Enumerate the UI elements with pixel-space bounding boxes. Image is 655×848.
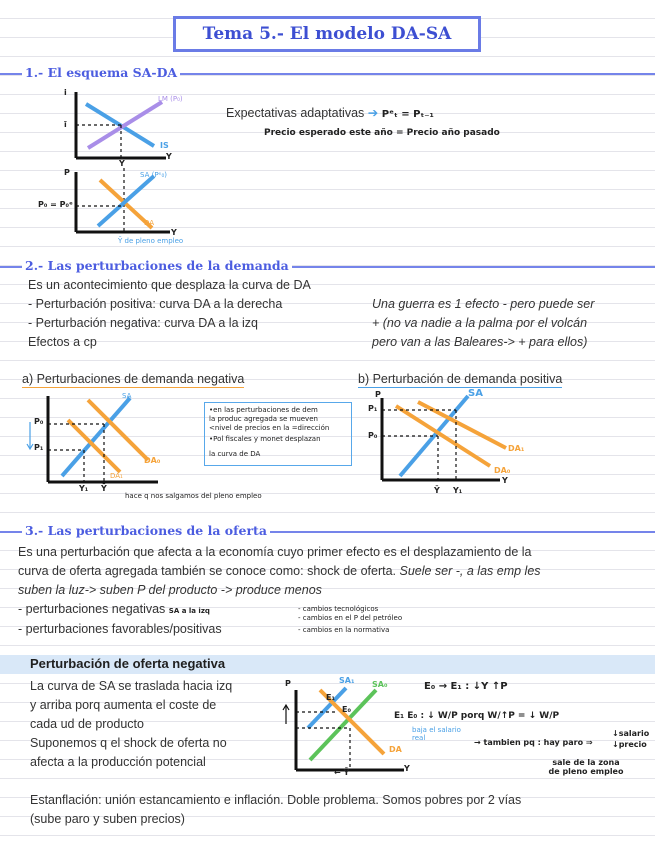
pleno-empleo-label: Ȳ de pleno empleo: [118, 237, 184, 245]
sa-label: SA (Pᵉ₀): [140, 171, 167, 179]
graph-b-ybar: Ȳ: [434, 486, 440, 495]
e1-label: E₁: [326, 693, 335, 702]
lm-label: LM (P₀): [158, 95, 183, 103]
graph-b-sa: SA: [468, 388, 483, 399]
precio-esperado-note: Precio esperado este año = Precio año pasado: [264, 128, 500, 138]
section-3-para-3: suben la luz-> suben P del producto -> produce menos: [18, 583, 322, 597]
wage-note: E₁ E₀ : ↓ W/P porq W/↑P = ↓ W/P: [394, 711, 560, 721]
da-label: DA: [389, 745, 402, 754]
subheading-b: b) Perturbación de demanda positiva: [358, 372, 563, 386]
sale-zona-note: sale de la zona de pleno empleo: [548, 758, 624, 776]
demand-note-box: [204, 402, 352, 466]
section-3-neg: - perturbaciones negativas SA a la izq: [18, 602, 210, 616]
graph-a-caption: hace q nos salgamos del pleno empleo: [125, 492, 262, 500]
section-3-pos: - perturbaciones favorables/positivas: [18, 622, 222, 636]
e0-label: E₀: [342, 705, 351, 714]
note-line-3: <nivel de precios en la =dirección: [209, 424, 330, 432]
graph-b-da0: DA₀: [494, 466, 511, 475]
lm-curve: [88, 102, 162, 148]
subheading-a: a) Perturbaciones de demanda negativa: [22, 372, 245, 386]
section-3-heading: 3.- Las perturbaciones de la oferta: [0, 524, 655, 540]
p0-label: P₀ = P₀ᵉ: [38, 200, 73, 209]
e0-e1-note: E₀ → E₁ : ↓Y ↑P: [424, 681, 508, 692]
graph-b-p0: P₀: [368, 431, 378, 440]
graph-a-da0: DA₀: [144, 456, 161, 465]
sa-da-x-label: Y: [171, 228, 177, 237]
graph-b-da1: DA₁: [508, 444, 525, 453]
sa-curve: [400, 396, 468, 476]
page-title: Tema 5.- El modelo DA-SA: [173, 16, 481, 52]
arrow-right-icon: ➔: [367, 106, 379, 120]
is-label: IS: [160, 141, 169, 150]
graph-a-ybar: Ȳ: [101, 484, 107, 493]
note-line-2: la produc agregada se mueven: [209, 415, 318, 423]
section-3-para-1: Es una perturbación que afecta a la economía cuyo primer efecto es el desplazamiento de la: [18, 545, 532, 559]
note-line-1: •en las perturbaciones de dem: [209, 406, 318, 414]
expectativas-formula: Pᵉₜ = Pₜ₋₁: [381, 109, 434, 120]
graph-a-sa: SA: [122, 392, 132, 400]
is-lm-x-label: Y: [166, 152, 172, 161]
precio-note: ↓precio: [612, 740, 647, 749]
graph-a-da1: DA₁: [110, 472, 123, 480]
section-2-heading: 2.- Las perturbaciones de la demanda: [0, 259, 655, 275]
section-2-line-1: Es un acontecimiento que desplaza la curva de DA: [28, 278, 311, 292]
sa-da-graph: [54, 168, 204, 240]
is-lm-y-label: i: [64, 88, 67, 97]
section-4-line-5: afecta a la producción potencial: [30, 755, 206, 769]
section-4-line-3: cada ud de producto: [30, 717, 144, 731]
supply-shock-band: Perturbación de oferta negativa: [0, 655, 655, 674]
estanflacion-line-1: Estanflación: unión estancamiento e inflación. Doble problema. Somos pobres por 2 vías: [30, 793, 522, 807]
supply-shock-graph: [280, 680, 410, 782]
graph-b-y1: Y₁: [453, 486, 463, 495]
supply-ybar-label: ← Ȳ: [334, 768, 350, 777]
section-2-line-2: - Perturbación positiva: curva DA a la derecha: [28, 297, 283, 311]
graph-a-p1: P₁: [34, 443, 44, 452]
guerra-note-2: + (no va nadie a la palma por el volcán: [372, 316, 588, 330]
graph-a-p0: P₀: [34, 417, 44, 426]
baja-salario-note: baja el salario real: [412, 726, 461, 742]
graph-b-p: P: [375, 390, 381, 399]
da1-curve: [68, 420, 120, 472]
section-3-para-2: curva de oferta agregada también se conoce como: shock de oferta. Suele ser -, a las emp les: [18, 564, 541, 578]
guerra-note-1: Una guerra es 1 efecto - pero puede ser: [372, 297, 595, 311]
salario-note: ↓salario: [612, 729, 650, 738]
estanflacion-line-2: (sube paro y suben precios): [30, 812, 185, 826]
note-line-4: •Pol fiscales y monet desplazan: [209, 435, 321, 443]
section-1-heading: 1.- El esquema SA-DA: [0, 66, 655, 82]
graph-a: [26, 392, 166, 492]
section-3-side-2: - cambios en el P del petróleo: [298, 614, 403, 622]
graph-b-y: Y: [502, 476, 508, 485]
sa-da-p-label: P: [64, 168, 70, 177]
supply-p-label: P: [285, 679, 291, 688]
section-4-line-1: La curva de SA se traslada hacia izq: [30, 679, 233, 693]
da-label: DA: [144, 219, 155, 227]
expectativas-label: Expectativas adaptativas ➔ Pᵉₜ = Pₜ₋₁: [226, 106, 434, 120]
section-4-line-4: Suponemos q el shock de oferta no: [30, 736, 227, 750]
section-2-line-3: - Perturbación negativa: curva DA a la izq: [28, 316, 258, 330]
is-lm-ybar-label: Ȳ: [119, 159, 125, 168]
section-3-side-3: - cambios en la normativa: [298, 626, 390, 634]
graph-a-y1: Y₁: [79, 484, 89, 493]
sa0-label: SA₀: [372, 680, 388, 689]
supply-y-label: Y: [404, 764, 410, 773]
note-line-5: la curva de DA: [209, 450, 261, 458]
tambien-note: → tambien pq : hay paro ⇒: [474, 738, 593, 747]
guerra-note-3: pero van a las Baleares-> + para ellos): [372, 335, 588, 349]
graph-b-p1: P₁: [368, 404, 378, 413]
section-3-side-1: - cambios tecnológicos: [298, 605, 379, 613]
section-2-line-4: Efectos a cp: [28, 335, 97, 349]
is-lm-i0-label: ī: [64, 120, 67, 129]
section-4-line-2: y arriba porq aumenta el coste de: [30, 698, 217, 712]
sa0-curve: [310, 690, 376, 760]
sa1-label: SA₁: [339, 676, 355, 685]
